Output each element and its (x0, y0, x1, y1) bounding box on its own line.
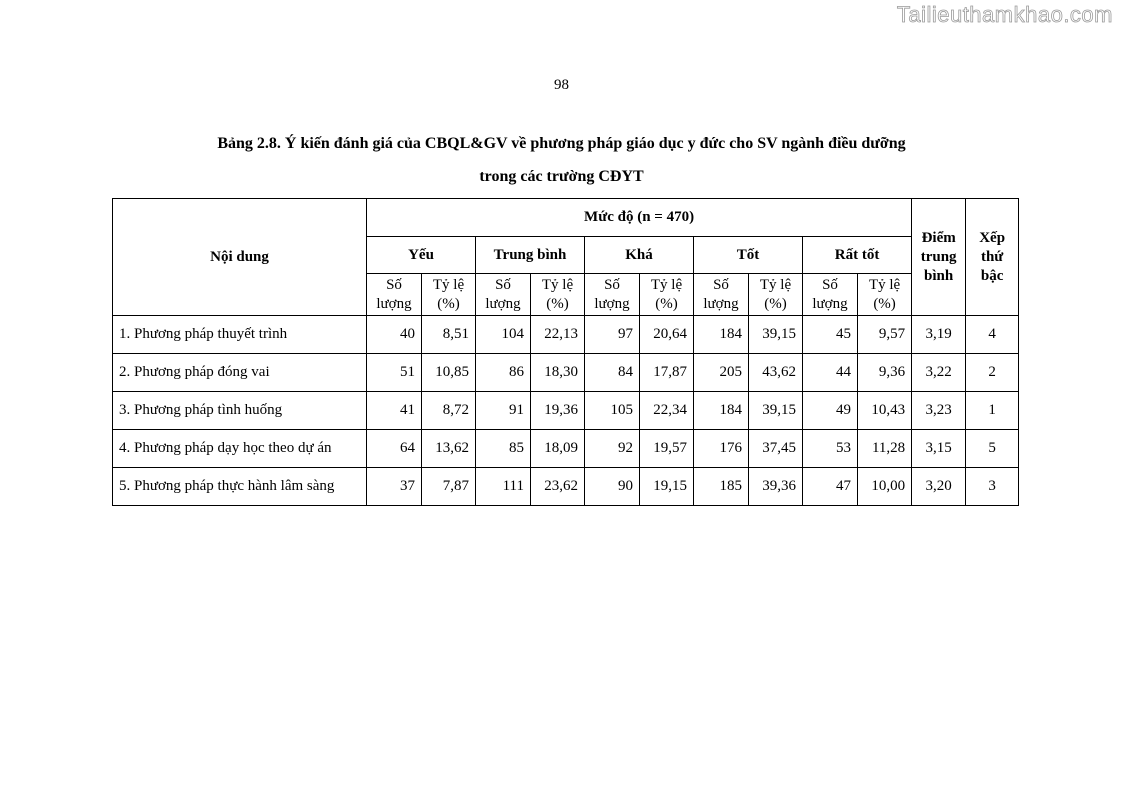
cell-quantity: 205 (694, 354, 749, 392)
evaluation-table (112, 198, 1019, 506)
cell-rate: 19,15 (640, 468, 694, 506)
header-level-0: Yếu (367, 237, 476, 274)
header-level-3: Tốt (694, 237, 803, 274)
cell-rate: 18,30 (531, 354, 585, 392)
cell-quantity: 51 (367, 354, 422, 392)
header-level-group: Mức độ (n = 470) (367, 199, 912, 237)
cell-average-score: 3,20 (912, 468, 966, 506)
cell-quantity: 111 (476, 468, 531, 506)
cell-rate: 22,13 (531, 316, 585, 354)
cell-quantity: 105 (585, 392, 640, 430)
row-label: 5. Phương pháp thực hành lâm sàng (113, 468, 367, 506)
cell-quantity: 85 (476, 430, 531, 468)
cell-rank: 5 (966, 430, 1019, 468)
cell-quantity: 86 (476, 354, 531, 392)
header-level-4: Rất tốt (803, 237, 912, 274)
cell-rate: 9,36 (858, 354, 912, 392)
subheader-rate-2: Tỷ lệ (%) (640, 274, 694, 316)
cell-quantity: 184 (694, 316, 749, 354)
cell-rate: 10,43 (858, 392, 912, 430)
cell-rate: 7,87 (422, 468, 476, 506)
cell-quantity: 104 (476, 316, 531, 354)
header-level-1: Trung bình (476, 237, 585, 274)
cell-rate: 8,72 (422, 392, 476, 430)
cell-rate: 8,51 (422, 316, 476, 354)
cell-rate: 39,15 (749, 392, 803, 430)
cell-quantity: 53 (803, 430, 858, 468)
cell-rate: 43,62 (749, 354, 803, 392)
cell-quantity: 92 (585, 430, 640, 468)
header-average-score (912, 199, 966, 316)
subheader-rate-3: Tỷ lệ (%) (749, 274, 803, 316)
cell-quantity: 44 (803, 354, 858, 392)
cell-quantity: 40 (367, 316, 422, 354)
subheader-rate-0: Tỷ lệ (%) (422, 274, 476, 316)
header-rank (966, 199, 1019, 316)
cell-average-score: 3,15 (912, 430, 966, 468)
cell-quantity: 47 (803, 468, 858, 506)
cell-average-score: 3,22 (912, 354, 966, 392)
header-content: Nội dung (113, 199, 367, 316)
table-row (113, 354, 1019, 392)
cell-quantity: 185 (694, 468, 749, 506)
cell-quantity: 45 (803, 316, 858, 354)
subheader-quantity-1: Số lượng (476, 274, 531, 316)
cell-rate: 19,57 (640, 430, 694, 468)
cell-rate: 18,09 (531, 430, 585, 468)
table-caption-line-2: trong các trường CĐYT (479, 168, 644, 185)
table-row (113, 468, 1019, 506)
row-label: 4. Phương pháp dạy học theo dự án (113, 430, 367, 468)
page-number: 98 (554, 77, 569, 93)
row-label: 3. Phương pháp tình huống (113, 392, 367, 430)
cell-rank: 4 (966, 316, 1019, 354)
header-level-2: Khá (585, 237, 694, 274)
cell-average-score: 3,23 (912, 392, 966, 430)
subheader-rate-1: Tỷ lệ (%) (531, 274, 585, 316)
cell-quantity: 49 (803, 392, 858, 430)
table-row (113, 430, 1019, 468)
subheader-rate-4: Tỷ lệ (%) (858, 274, 912, 316)
cell-quantity: 64 (367, 430, 422, 468)
cell-rate: 23,62 (531, 468, 585, 506)
cell-quantity: 90 (585, 468, 640, 506)
cell-quantity: 37 (367, 468, 422, 506)
cell-rate: 10,00 (858, 468, 912, 506)
cell-quantity: 97 (585, 316, 640, 354)
subheader-quantity-4: Số lượng (803, 274, 858, 316)
cell-quantity: 84 (585, 354, 640, 392)
cell-rate: 10,85 (422, 354, 476, 392)
cell-rate: 39,36 (749, 468, 803, 506)
cell-rate: 20,64 (640, 316, 694, 354)
subheader-quantity-0: Số lượng (367, 274, 422, 316)
watermark: Tailieuthamkhao.com (896, 2, 1113, 27)
cell-quantity: 176 (694, 430, 749, 468)
subheader-quantity-2: Số lượng (585, 274, 640, 316)
row-label: 1. Phương pháp thuyết trình (113, 316, 367, 354)
row-label: 2. Phương pháp đóng vai (113, 354, 367, 392)
cell-rate: 9,57 (858, 316, 912, 354)
cell-rate: 19,36 (531, 392, 585, 430)
cell-rate: 11,28 (858, 430, 912, 468)
cell-rank: 3 (966, 468, 1019, 506)
cell-rate: 37,45 (749, 430, 803, 468)
table-row (113, 392, 1019, 430)
cell-rate: 13,62 (422, 430, 476, 468)
subheader-quantity-3: Số lượng (694, 274, 749, 316)
table-row (113, 316, 1019, 354)
header-average-score-text: Điểm trung bình (920, 229, 957, 284)
cell-quantity: 184 (694, 392, 749, 430)
cell-rank: 2 (966, 354, 1019, 392)
cell-quantity: 91 (476, 392, 531, 430)
cell-rate: 22,34 (640, 392, 694, 430)
cell-quantity: 41 (367, 392, 422, 430)
cell-rank: 1 (966, 392, 1019, 430)
header-rank-text: Xếp thứ bậc (979, 229, 1006, 284)
cell-rate: 17,87 (640, 354, 694, 392)
cell-rate: 39,15 (749, 316, 803, 354)
cell-average-score: 3,19 (912, 316, 966, 354)
table-caption-line-1: Bảng 2.8. Ý kiến đánh giá của CBQL&GV về phương pháp giáo dục y đức cho SV ngành điều dưỡng (217, 135, 906, 152)
